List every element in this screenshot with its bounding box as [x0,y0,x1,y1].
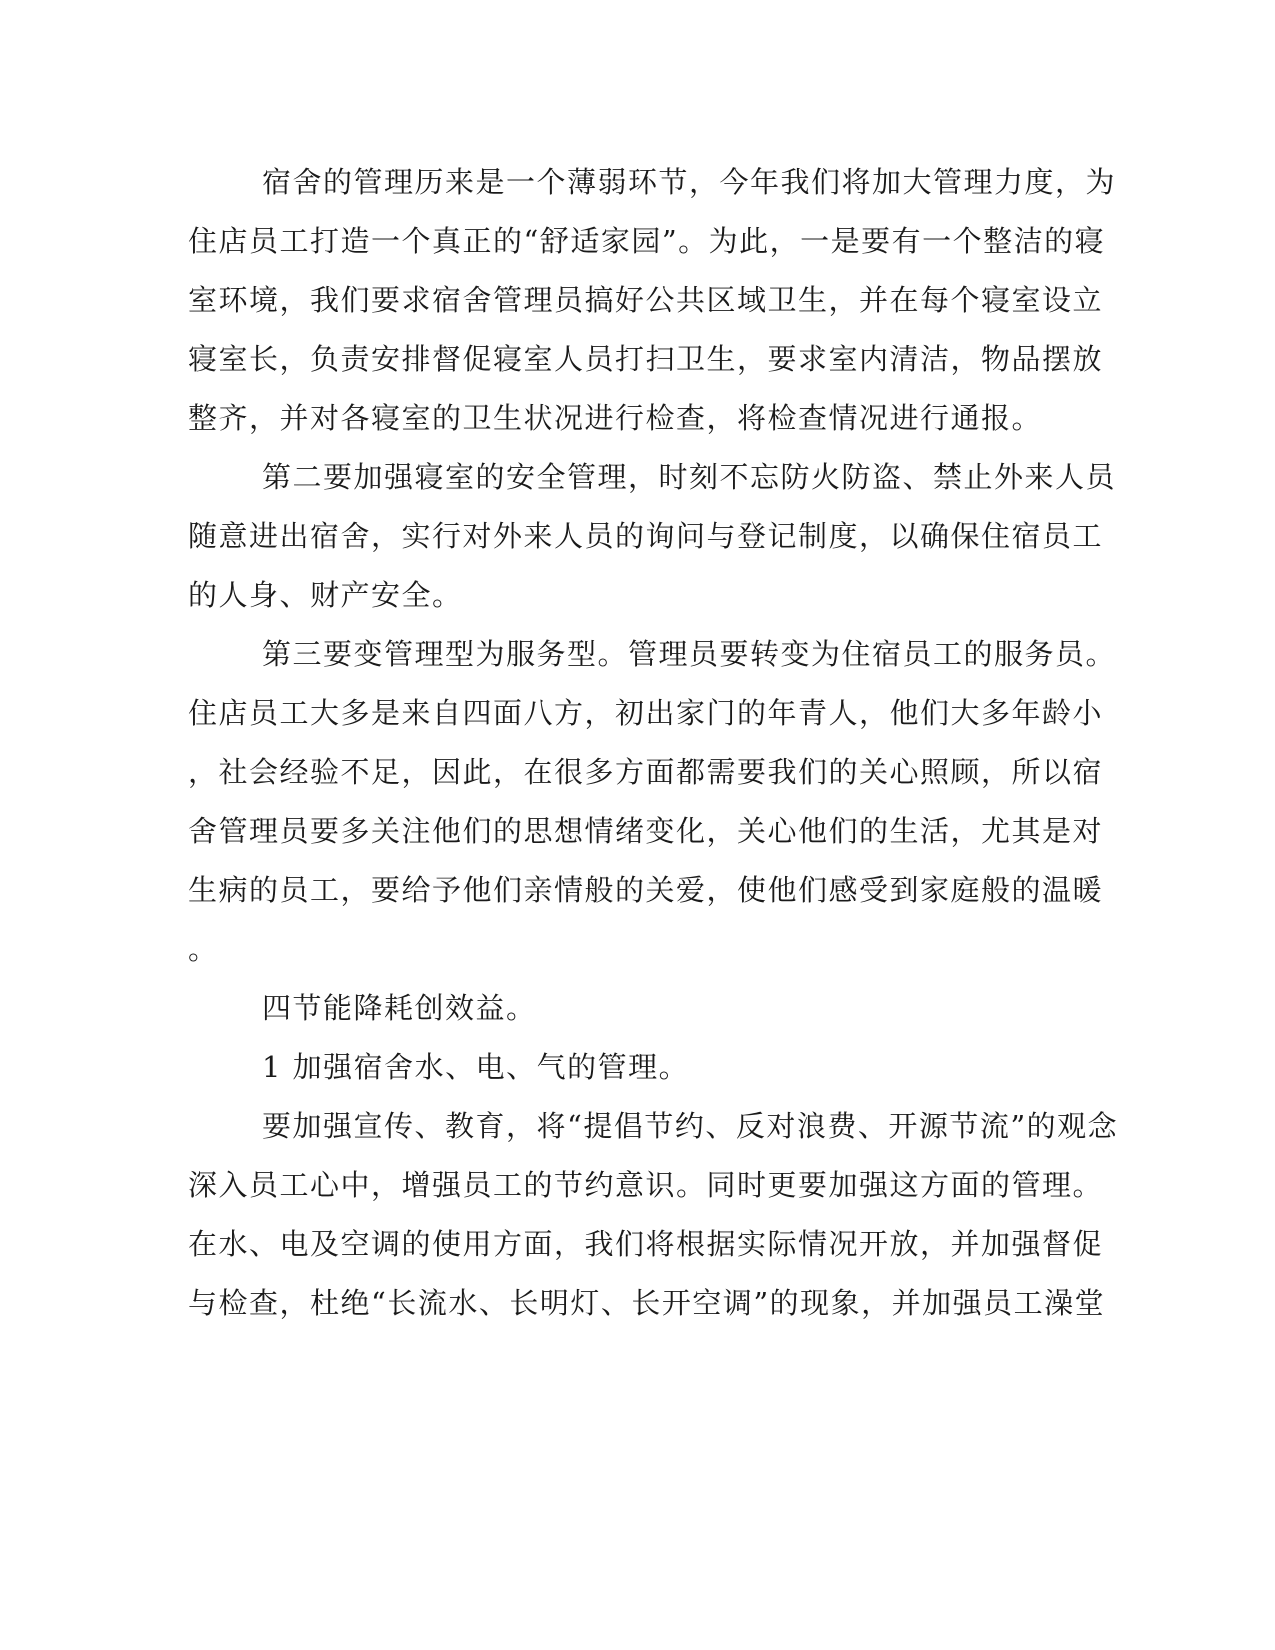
paragraph-2-line-2: 随意进出宿舍，实行对外来人员的询问与登记制度，以确保住宿员工 [188,519,1104,553]
paragraph-3-line-4: 舍管理员要多关注他们的思想情绪变化，关心他们的生活，尤其是对 [188,814,1104,848]
paragraph-3-line-3: ，社会经验不足，因此，在很多方面都需要我们的关心照顾，所以宿 [188,755,1104,789]
paragraph-4-line-2: 深入员工心中，增强员工的节约意识。同时更要加强这方面的管理。 [188,1168,1104,1202]
paragraph-4-line-1: 要加强宣传、教育，将“提倡节约、反对浪费、开源节流”的观念 [262,1109,1119,1143]
paragraph-1-line-1: 宿舍的管理历来是一个薄弱环节，今年我们将加大管理力度，为 [262,165,1117,199]
paragraph-1-line-4: 寝室长，负责安排督促寝室人员打扫卫生，要求室内清洁，物品摆放 [188,342,1104,376]
section-heading: 四节能降耗创效益。 [262,991,537,1025]
paragraph-3-line-5: 生病的员工，要给予他们亲情般的关爱，使他们感受到家庭般的温暖 [188,873,1104,907]
paragraph-3-line-2: 住店员工大多是来自四面八方，初出家门的年青人，他们大多年龄小 [188,696,1104,730]
paragraph-3-line-1: 第三要变管理型为服务型。管理员要转变为住宿员工的服务员。 [262,637,1117,671]
paragraph-2-line-1: 第二要加强寝室的安全管理，时刻不忘防火防盗、禁止外来人员 [262,460,1117,494]
paragraph-3-line-6: 。 [188,932,219,966]
paragraph-1-line-5: 整齐，并对各寝室的卫生状况进行检查，将检查情况进行通报。 [188,401,1043,435]
subsection-heading: 1 加强宿舍水、电、气的管理。 [262,1050,690,1084]
paragraph-2-line-3: 的人身、财产安全。 [188,578,463,612]
paragraph-1-line-3: 室环境，我们要求宿舍管理员搞好公共区域卫生，并在每个寝室设立 [188,283,1104,317]
paragraph-1-line-2: 住店员工打造一个真正的“舒适家园”。为此，一是要有一个整洁的寝 [188,224,1106,258]
paragraph-4-line-3: 在水、电及空调的使用方面，我们将根据实际情况开放，并加强督促 [188,1227,1104,1261]
paragraph-4-line-4: 与检查，杜绝“长流水、长明灯、长开空调”的现象，并加强员工澡堂 [188,1286,1106,1320]
